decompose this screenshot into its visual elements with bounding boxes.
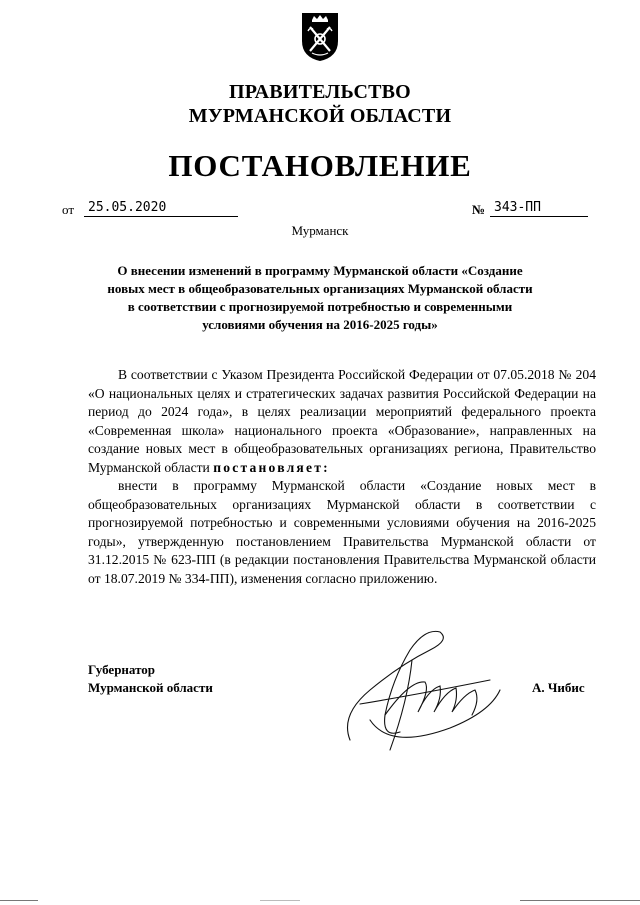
document-body bbox=[88, 366, 596, 588]
footer-divider bbox=[260, 900, 300, 901]
handwritten-signature bbox=[330, 620, 510, 770]
footer-divider bbox=[0, 900, 38, 901]
document-date: 25.05.2020 bbox=[84, 200, 238, 217]
signatory-position bbox=[88, 661, 213, 697]
number-prefix: № bbox=[472, 202, 486, 217]
subject-line: новых мест в общеобразовательных организациях Мурманской области bbox=[107, 281, 533, 296]
city: Мурманск bbox=[291, 223, 349, 238]
document-subject bbox=[100, 262, 540, 334]
subject-line: в соответствии с прогнозируемой потребностью и современными bbox=[127, 299, 513, 314]
footer-divider bbox=[520, 900, 640, 901]
government-title-line-1: ПРАВИТЕЛЬСТВО bbox=[229, 81, 411, 103]
subject-line: О внесении изменений в программу Мурманской области «Создание bbox=[117, 263, 523, 278]
preamble-text: В соответствии с Указом Президента Российской Федерации от 07.05.2018 № 204 «О национальных целях и стратегических задачах развития Российской Федерации на период до 2024 года», в целях реализации мероприятий федерального проекта «Современная школа» национального проекта «Образование», направленных на создание новых мест в общеобразовательных организациях региона, Правительство Мурманской области bbox=[88, 367, 596, 475]
position-line: Губернатор bbox=[88, 662, 156, 677]
preamble-paragraph bbox=[88, 366, 596, 477]
subject-line: условиями обучения на 2016-2025 годы» bbox=[202, 317, 438, 332]
date-prefix: от bbox=[62, 202, 75, 217]
resolution-paragraph: внести в программу Мурманской области «Создание новых мест в общеобразовательных организациях Мурманской области в соответствии с прогнозируемой потребностью и современными условиями обучения на 2016-2025 годы», утвержденную постановлением Правительства Мурманской области от 31.12.2015 № 623-ПП (в редакции постановления Правительства Мурманской области от 18.07.2019 № 334-ПП), изменения согласно приложению. bbox=[88, 478, 596, 586]
date-number-row bbox=[62, 200, 582, 218]
position-line: Мурманской области bbox=[88, 680, 213, 695]
government-title-line-2: МУРМАНСКОЙ ОБЛАСТИ bbox=[188, 105, 452, 127]
document-type-heading: ПОСТАНОВЛЕНИЕ bbox=[168, 148, 472, 183]
coat-of-arms-icon bbox=[300, 11, 340, 63]
resolves-word: постановляет: bbox=[213, 459, 330, 475]
document-number: 343-ПП bbox=[490, 200, 588, 217]
signatory-name: А. Чибис bbox=[532, 680, 585, 695]
